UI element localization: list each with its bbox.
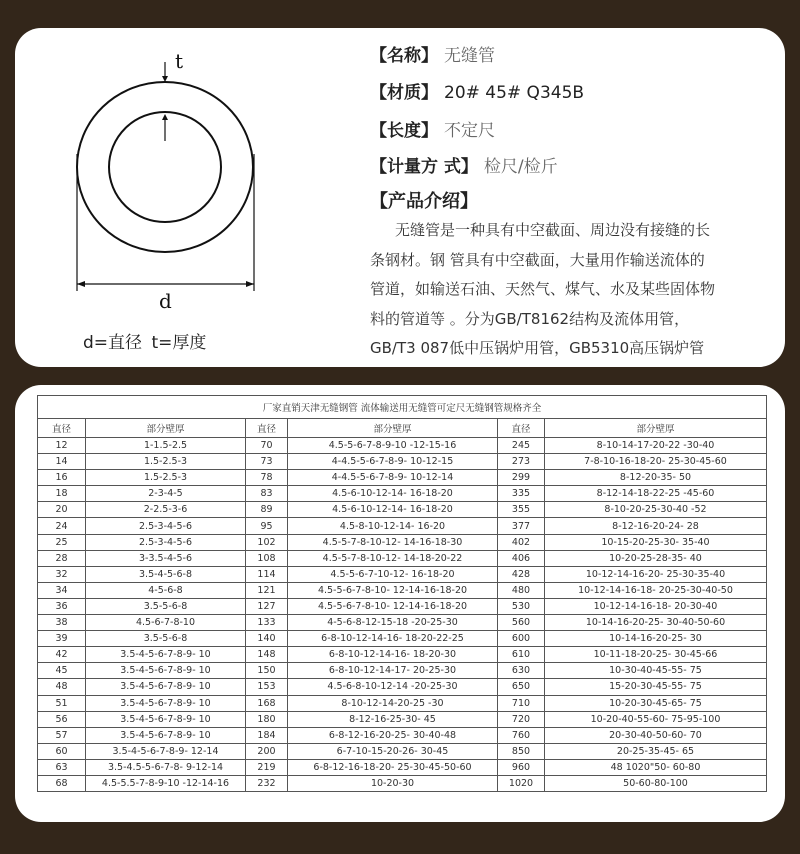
wall-thickness-cell: 1.5-2.5-3 <box>86 470 246 486</box>
diameter-cell: 630 <box>498 663 545 679</box>
diameter-cell: 140 <box>246 631 288 647</box>
diameter-cell: 14 <box>38 454 86 470</box>
wall-thickness-cell: 4-4.5-5-6-7-8-9- 10-12-14 <box>288 470 498 486</box>
wall-thickness-cell: 10-12-14-16-18- 20-30-40 <box>545 598 767 614</box>
wall-thickness-cell: 4.5-6-8-10-12-14 -20-25-30 <box>288 679 498 695</box>
table-row <box>38 775 767 791</box>
col-header: 部分壁厚 <box>86 419 246 438</box>
diameter-cell: 56 <box>38 711 86 727</box>
wall-thickness-cell: 50-60-80-100 <box>545 775 767 791</box>
intro-paragraph: 无缝管是一种具有中空截面、周边没有接缝的长 条钢材。钢 管具有中空截面，大量用作输送流体的 管道，如输送石油、天然气、煤气、水及某些固体物 料的管道等 。分为GB/T8162结构及流体用管， GB/T3 087低中压锅炉用管，GB5310高压锅炉管 <box>370 221 716 357</box>
diameter-cell: 20 <box>38 502 86 518</box>
wall-thickness-cell: 3.5-4-5-6-7-8-9- 10 <box>86 727 246 743</box>
wall-thickness-cell: 4.5-8-10-12-14- 16-20 <box>288 518 498 534</box>
diameter-cell: 89 <box>246 502 288 518</box>
wall-thickness-cell: 6-8-10-12-14-16- 18-20-22-25 <box>288 631 498 647</box>
diameter-cell: 34 <box>38 582 86 598</box>
col-header: 直径 <box>38 419 86 438</box>
wall-thickness-cell: 3.5-4-5-6-7-8-9- 12-14 <box>86 743 246 759</box>
col-header: 直径 <box>498 419 545 438</box>
diameter-cell: 355 <box>498 502 545 518</box>
wall-thickness-cell: 20-30-40-50-60- 70 <box>545 727 767 743</box>
table-row <box>38 695 767 711</box>
wall-thickness-cell: 2-2.5-3-6 <box>86 502 246 518</box>
diameter-cell: 377 <box>498 518 545 534</box>
wall-thickness-cell: 10-20-30 <box>288 775 498 791</box>
diameter-cell: 232 <box>246 775 288 791</box>
diameter-cell: 610 <box>498 647 545 663</box>
wall-thickness-cell: 4.5-5.5-7-8-9-10 -12-14-16 <box>86 775 246 791</box>
table-row <box>38 647 767 663</box>
diameter-cell: 83 <box>246 486 288 502</box>
wall-thickness-cell: 3.5-4-5-6-7-8-9- 10 <box>86 711 246 727</box>
table-title: 厂家直销天津无缝钢管 流体输送用无缝管可定尺无缝钢管规格齐全 <box>38 396 767 419</box>
diameter-cell: 710 <box>498 695 545 711</box>
table-row <box>38 470 767 486</box>
diameter-cell: 428 <box>498 566 545 582</box>
table-row <box>38 759 767 775</box>
diameter-cell: 24 <box>38 518 86 534</box>
wall-thickness-cell: 4-4.5-5-6-7-8-9- 10-12-15 <box>288 454 498 470</box>
wall-thickness-cell: 20-25-35-45- 65 <box>545 743 767 759</box>
wall-thickness-cell: 4.5-6-10-12-14- 16-18-20 <box>288 502 498 518</box>
diameter-cell: 960 <box>498 759 545 775</box>
table-row <box>38 631 767 647</box>
diameter-cell: 51 <box>38 695 86 711</box>
diameter-cell: 184 <box>246 727 288 743</box>
diameter-cell: 720 <box>498 711 545 727</box>
wall-thickness-cell: 4.5-6-7-8-10 <box>86 615 246 631</box>
wall-thickness-cell: 10-20-40-55-60- 75-95-100 <box>545 711 767 727</box>
wall-thickness-cell: 4.5-5-6-7-8-10- 12-14-16-18-20 <box>288 598 498 614</box>
diameter-cell: 245 <box>498 438 545 454</box>
diameter-cell: 78 <box>246 470 288 486</box>
wall-thickness-cell: 4.5-5-6-7-8-9-10 -12-15-16 <box>288 438 498 454</box>
table-row <box>38 711 767 727</box>
wall-thickness-cell: 6-8-12-16-18-20- 25-30-45-50-60 <box>288 759 498 775</box>
wall-thickness-cell: 3.5-4-5-6-7-8-9- 10 <box>86 647 246 663</box>
table-row <box>38 518 767 534</box>
diameter-cell: 70 <box>246 438 288 454</box>
diameter-cell: 45 <box>38 663 86 679</box>
diameter-cell: 153 <box>246 679 288 695</box>
diameter-cell: 42 <box>38 647 86 663</box>
table-row <box>38 582 767 598</box>
wall-thickness-cell: 3-3.5-4-5-6 <box>86 550 246 566</box>
diameter-cell: 16 <box>38 470 86 486</box>
wall-thickness-cell: 7-8-10-16-18-20- 25-30-45-60 <box>545 454 767 470</box>
diameter-cell: 60 <box>38 743 86 759</box>
table-row <box>38 550 767 566</box>
measure-row: 【计量方 式】 检尺/检斤 <box>370 157 558 177</box>
spec-table <box>37 395 767 792</box>
wall-thickness-cell: 4.5-5-6-7-8-10- 12-14-16-18-20 <box>288 582 498 598</box>
wall-thickness-cell: 4.5-6-10-12-14- 16-18-20 <box>288 486 498 502</box>
wall-thickness-cell: 8-10-14-17-20-22 -30-40 <box>545 438 767 454</box>
arrow-up-icon <box>162 114 168 120</box>
wall-thickness-cell: 4-5-6-8 <box>86 582 246 598</box>
wall-thickness-cell: 10-12-14-16-20- 25-30-35-40 <box>545 566 767 582</box>
diameter-cell: 38 <box>38 615 86 631</box>
wall-thickness-cell: 3.5-4-5-6-8 <box>86 566 246 582</box>
diameter-cell: 200 <box>246 743 288 759</box>
diameter-cell: 402 <box>498 534 545 550</box>
diameter-cell: 1020 <box>498 775 545 791</box>
diameter-cell: 73 <box>246 454 288 470</box>
diameter-cell: 68 <box>38 775 86 791</box>
diameter-cell: 273 <box>498 454 545 470</box>
wall-thickness-cell: 4.5-5-6-7-10-12- 16-18-20 <box>288 566 498 582</box>
table-header-row <box>38 419 767 438</box>
length-row: 【长度】 不定尺 <box>370 121 495 141</box>
diameter-cell: 36 <box>38 598 86 614</box>
table-row <box>38 438 767 454</box>
table-row <box>38 727 767 743</box>
diameter-cell: 18 <box>38 486 86 502</box>
wall-thickness-cell: 8-12-20-35- 50 <box>545 470 767 486</box>
wall-thickness-cell: 10-14-16-20-25- 30-40-50-60 <box>545 615 767 631</box>
table-row <box>38 663 767 679</box>
diameter-cell: 95 <box>246 518 288 534</box>
wall-thickness-cell: 10-30-40-45-55- 75 <box>545 663 767 679</box>
diameter-cell: 48 <box>38 679 86 695</box>
wall-thickness-cell: 15-20-30-45-55- 75 <box>545 679 767 695</box>
diameter-cell: 39 <box>38 631 86 647</box>
thickness-label: t <box>175 49 184 73</box>
wall-thickness-cell: 10-14-16-20-25- 30 <box>545 631 767 647</box>
wall-thickness-cell: 48 1020"50- 60-80 <box>545 759 767 775</box>
wall-thickness-cell: 2.5-3-4-5-6 <box>86 518 246 534</box>
diameter-cell: 28 <box>38 550 86 566</box>
wall-thickness-cell: 3.5-4-5-6-7-8-9- 10 <box>86 695 246 711</box>
wall-thickness-cell: 4.5-5-7-8-10-12- 14-18-20-22 <box>288 550 498 566</box>
outer-circle <box>77 82 253 252</box>
diameter-cell: 560 <box>498 615 545 631</box>
col-header: 直径 <box>246 419 288 438</box>
diameter-cell: 406 <box>498 550 545 566</box>
diameter-cell: 63 <box>38 759 86 775</box>
wall-thickness-cell: 3.5-4-5-6-7-8-9- 10 <box>86 679 246 695</box>
diameter-cell: 530 <box>498 598 545 614</box>
wall-thickness-cell: 6-8-10-12-14-16- 18-20-30 <box>288 647 498 663</box>
wall-thickness-cell: 8-12-14-18-22-25 -45-60 <box>545 486 767 502</box>
table-row <box>38 598 767 614</box>
diameter-cell: 114 <box>246 566 288 582</box>
diameter-cell: 299 <box>498 470 545 486</box>
diameter-cell: 219 <box>246 759 288 775</box>
wall-thickness-cell: 1-1.5-2.5 <box>86 438 246 454</box>
diagram-caption: d=直径 t=厚度 <box>83 333 207 353</box>
wall-thickness-cell: 2-3-4-5 <box>86 486 246 502</box>
intro-title: 【产品介绍】 <box>370 191 478 212</box>
wall-thickness-cell: 10-20-25-28-35- 40 <box>545 550 767 566</box>
diameter-cell: 480 <box>498 582 545 598</box>
product-info-card <box>15 28 785 367</box>
col-header: 部分壁厚 <box>288 419 498 438</box>
diameter-cell: 760 <box>498 727 545 743</box>
diameter-cell: 133 <box>246 615 288 631</box>
diameter-cell: 12 <box>38 438 86 454</box>
table-row <box>38 534 767 550</box>
wall-thickness-cell: 3.5-5-6-8 <box>86 631 246 647</box>
diameter-cell: 180 <box>246 711 288 727</box>
diameter-cell: 25 <box>38 534 86 550</box>
diameter-cell: 150 <box>246 663 288 679</box>
diameter-cell: 335 <box>498 486 545 502</box>
diameter-cell: 32 <box>38 566 86 582</box>
col-header: 部分壁厚 <box>545 419 767 438</box>
wall-thickness-cell: 8-12-16-25-30- 45 <box>288 711 498 727</box>
table-row <box>38 743 767 759</box>
wall-thickness-cell: 4-5-6-8-12-15-18 -20-25-30 <box>288 615 498 631</box>
wall-thickness-cell: 6-8-12-16-20-25- 30-40-48 <box>288 727 498 743</box>
spec-table-card <box>15 385 785 822</box>
table-row <box>38 486 767 502</box>
wall-thickness-cell: 1.5-2.5-3 <box>86 454 246 470</box>
diameter-cell: 850 <box>498 743 545 759</box>
diameter-cell: 121 <box>246 582 288 598</box>
diameter-cell: 148 <box>246 647 288 663</box>
wall-thickness-cell: 10-11-18-20-25- 30-45-66 <box>545 647 767 663</box>
pipe-cross-section-diagram <box>15 28 355 367</box>
diameter-label: d <box>159 289 172 313</box>
material-row: 【材质】 20# 45# Q345B <box>370 83 585 103</box>
diameter-cell: 600 <box>498 631 545 647</box>
wall-thickness-cell: 6-8-10-12-14-17- 20-25-30 <box>288 663 498 679</box>
table-row <box>38 502 767 518</box>
wall-thickness-cell: 10-12-14-16-18- 20-25-30-40-50 <box>545 582 767 598</box>
diameter-cell: 168 <box>246 695 288 711</box>
wall-thickness-cell: 10-15-20-25-30- 35-40 <box>545 534 767 550</box>
wall-thickness-cell: 8-10-12-14-20-25 -30 <box>288 695 498 711</box>
wall-thickness-cell: 3.5-5-6-8 <box>86 598 246 614</box>
wall-thickness-cell: 2.5-3-4-5-6 <box>86 534 246 550</box>
wall-thickness-cell: 8-10-20-25-30-40 -52 <box>545 502 767 518</box>
diameter-cell: 127 <box>246 598 288 614</box>
wall-thickness-cell: 3.5-4-5-6-7-8-9- 10 <box>86 663 246 679</box>
table-row <box>38 679 767 695</box>
diameter-cell: 108 <box>246 550 288 566</box>
table-row <box>38 615 767 631</box>
wall-thickness-cell: 6-7-10-15-20-26- 30-45 <box>288 743 498 759</box>
wall-thickness-cell: 4.5-5-7-8-10-12- 14-16-18-30 <box>288 534 498 550</box>
diameter-cell: 57 <box>38 727 86 743</box>
wall-thickness-cell: 3.5-4.5-5-6-7-8- 9-12-14 <box>86 759 246 775</box>
diameter-cell: 102 <box>246 534 288 550</box>
diameter-cell: 650 <box>498 679 545 695</box>
table-row <box>38 454 767 470</box>
name-row: 【名称】 无缝管 <box>370 46 495 66</box>
wall-thickness-cell: 8-12-16-20-24- 28 <box>545 518 767 534</box>
table-row <box>38 566 767 582</box>
wall-thickness-cell: 10-20-30-45-65- 75 <box>545 695 767 711</box>
